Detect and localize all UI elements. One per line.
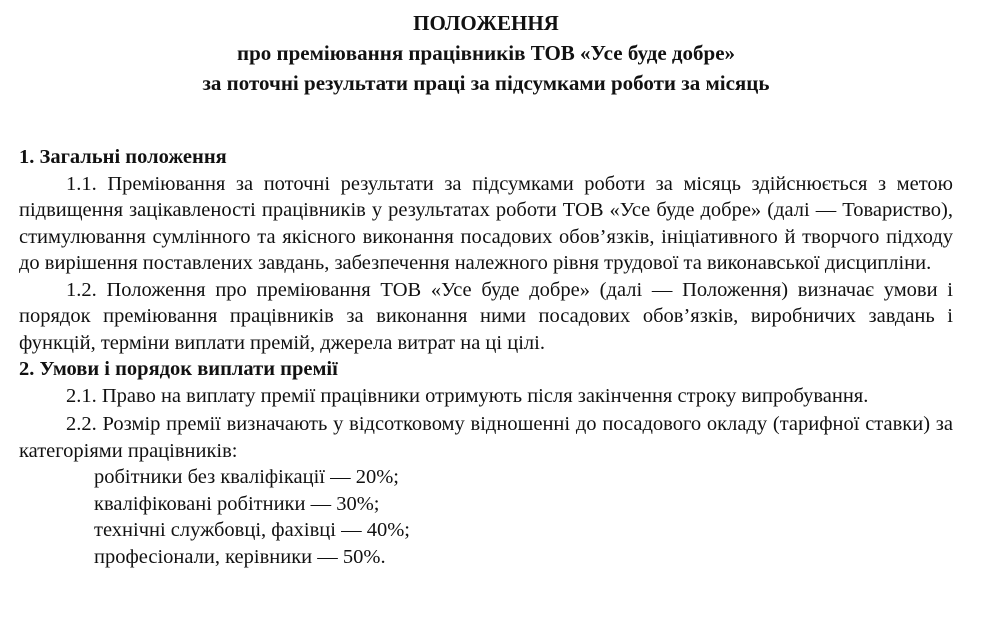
list-item-professionals-managers: професіонали, керівники — 50%. — [94, 545, 386, 568]
document-subtitle-line-1: про преміювання працівників ТОВ «Усе буде добре» — [236, 41, 736, 65]
paragraph-1-2: 1.2. Положення про преміювання ТОВ «Усе буде добре» (далі — Положення) визначає умови і порядок преміювання працівників за виконання ними посадових обов’язків, виробничих завдань і функцій, терміни виплати премій, джерела витрат на ці цілі. — [19, 278, 953, 354]
section-heading-payment-conditions: 2. Умови і порядок виплати премії — [19, 358, 338, 380]
list-item-skilled-workers: кваліфіковані робітники — 30%; — [94, 492, 380, 515]
list-item-technical-staff: технічні службовці, фахівці — 40%; — [94, 519, 410, 541]
document-page — [19, 0, 953, 570]
section-heading-general: 1. Загальні положення — [19, 146, 227, 168]
document-title: ПОЛОЖЕННЯ — [413, 11, 559, 35]
bonus-category-list — [19, 464, 953, 570]
paragraph-2-1: 2.1. Право на виплату премії працівники отримують після закінчення строку випробування. — [66, 384, 869, 407]
document-subtitle-line-2: за поточні результати праці за підсумками роботи за місяць — [202, 71, 770, 95]
list-item-unskilled-workers: робітники без кваліфікації — 20%; — [94, 466, 399, 488]
paragraph-1-1: 1.1. Преміювання за поточні результати за підсумками роботи за місяць здійснюється з метою підвищення зацікавленості працівників у результатах роботи ТОВ «Усе буде добре» (далі — Товариство), стимулювання сумлінного та якісного виконання посадових обов’язків, ініціативного й творчого підходу до вирішення поставлених завдань, забезпечення належного рівня трудової та виконавської дисципліни. — [19, 172, 953, 274]
paragraph-2-2: 2.2. Розмір премії визначають у відсотковому відношенні до посадового окладу (тарифної ставки) за категоріями працівників: — [19, 413, 953, 462]
document-title-block — [19, 0, 953, 98]
